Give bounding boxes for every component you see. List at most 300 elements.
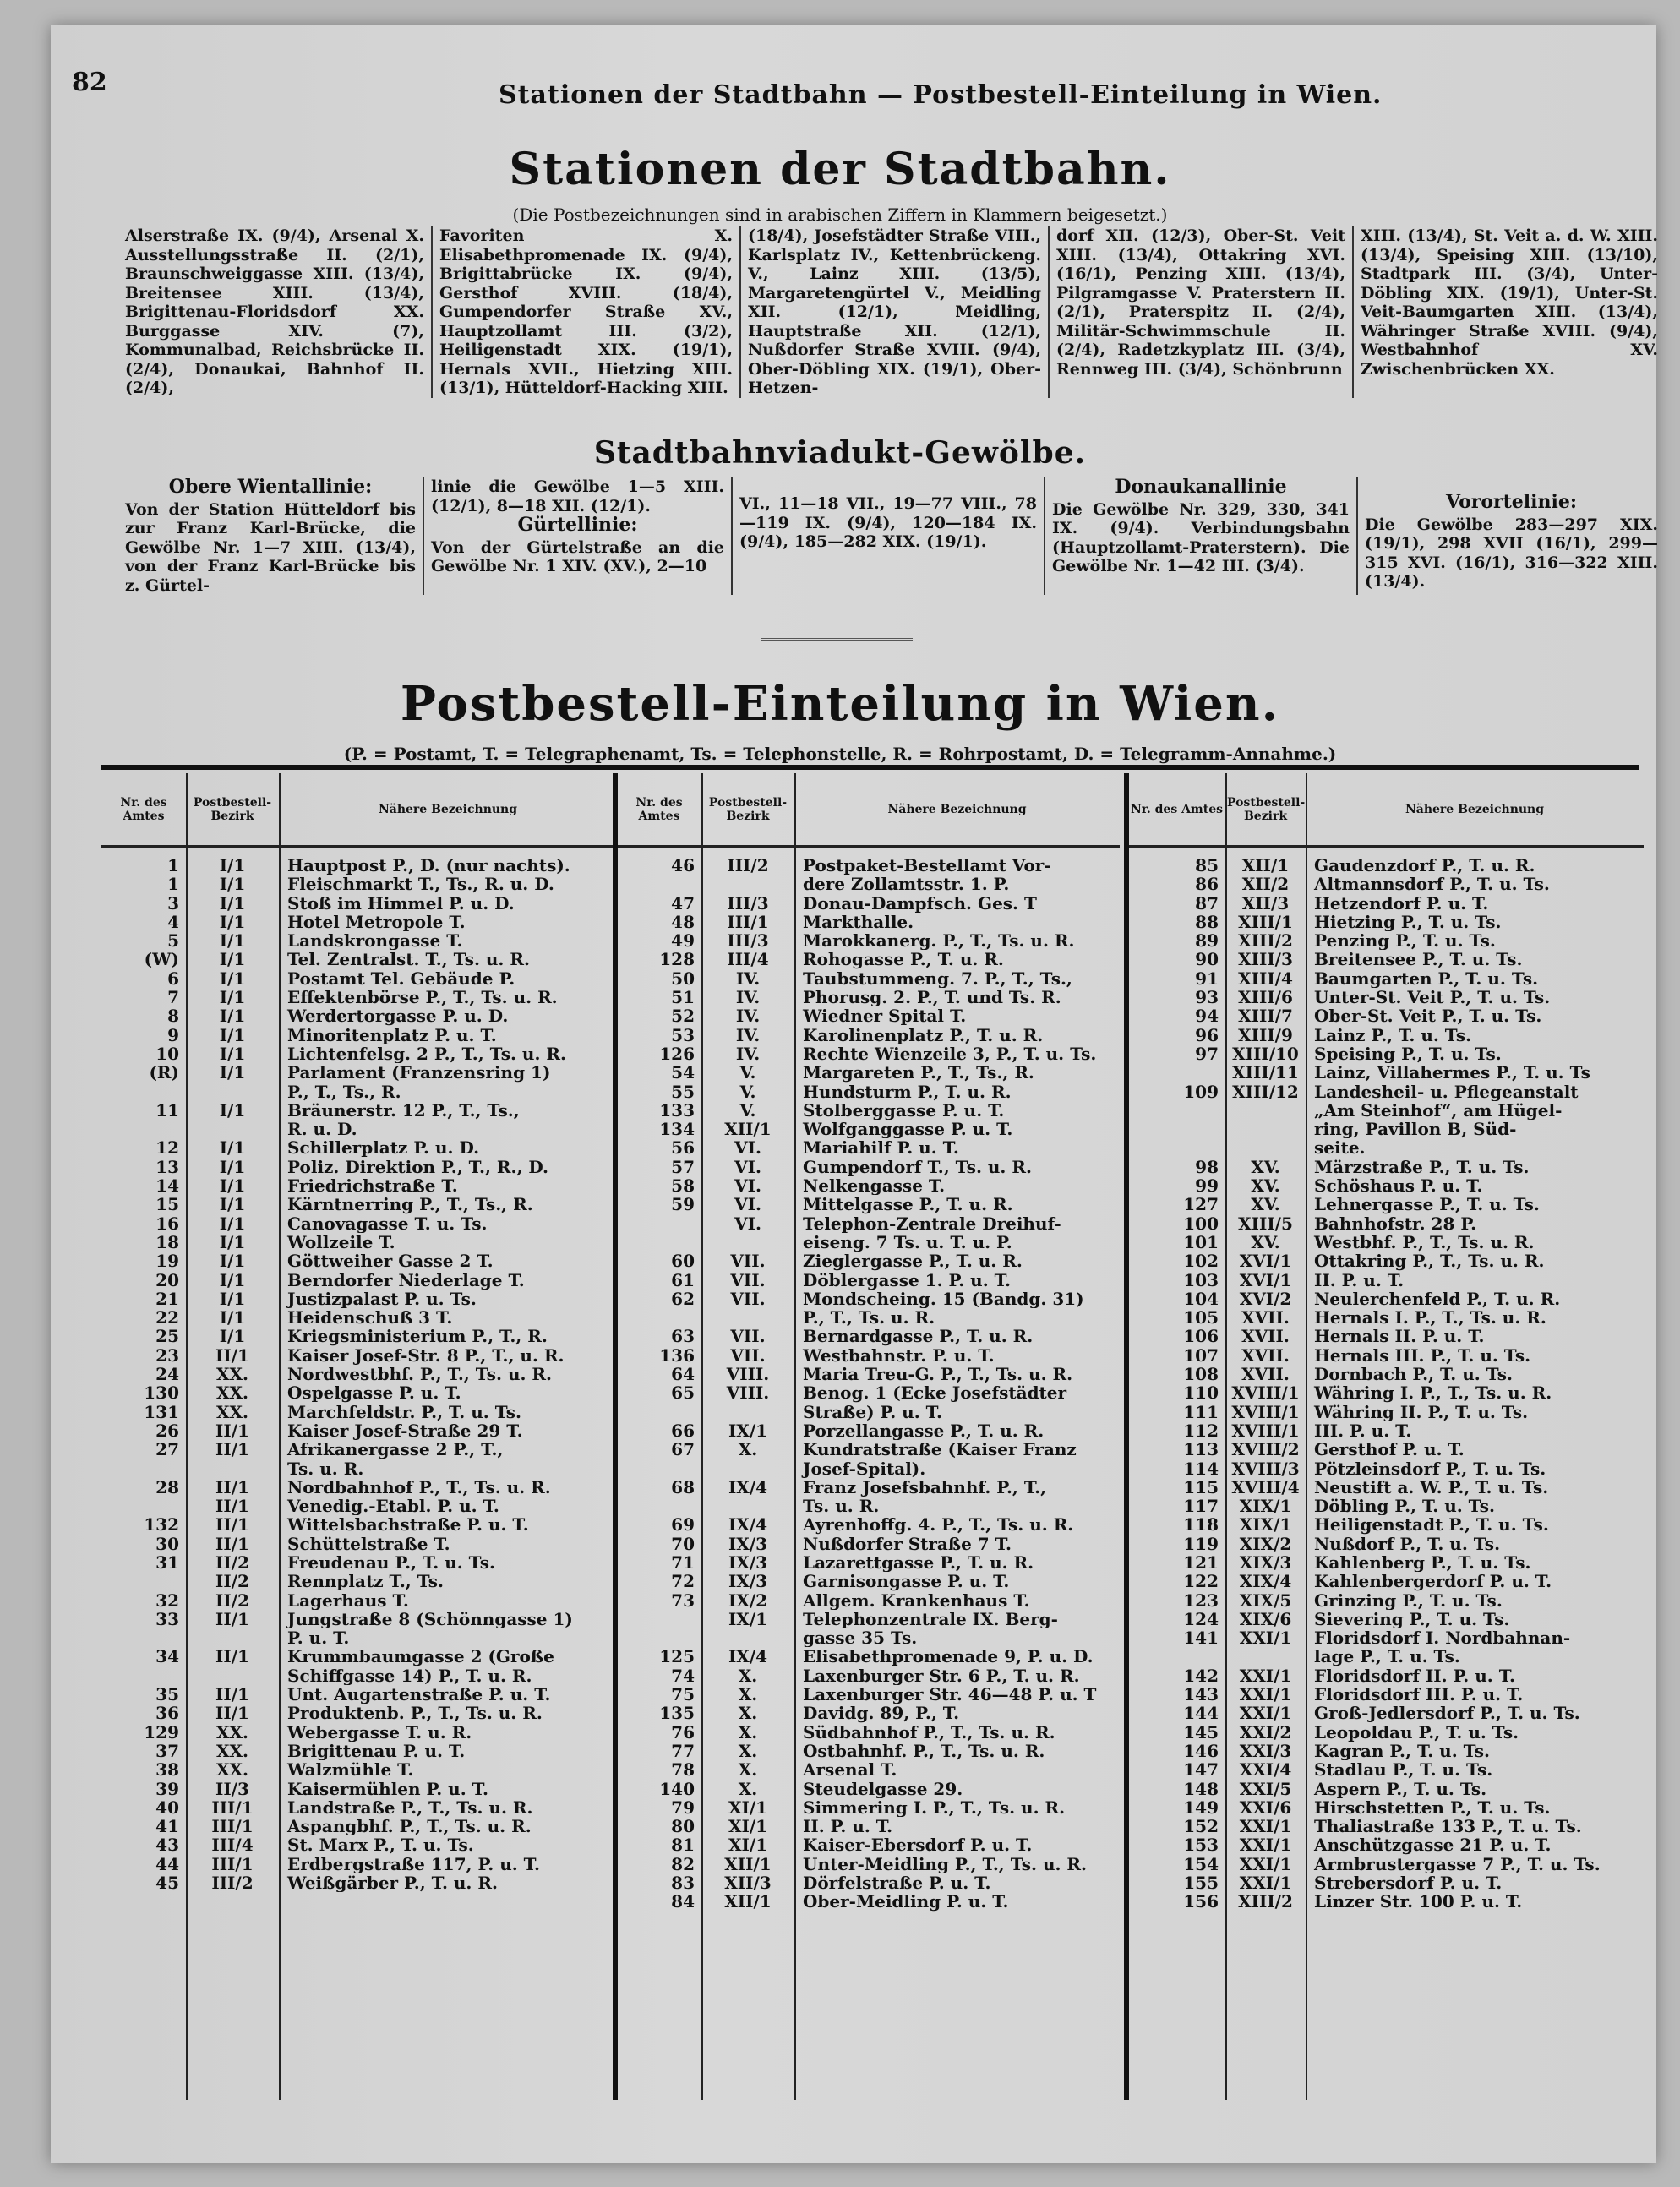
office-description: Hirschstetten P., T. u. Ts. — [1314, 1797, 1551, 1818]
office-description: P. u. T. — [287, 1628, 350, 1648]
table-row — [1128, 1855, 1644, 1873]
office-description: Westbahnstr. P. u. T. — [803, 1345, 995, 1366]
table-row — [617, 1647, 1120, 1666]
table-row — [617, 1855, 1120, 1873]
table-row — [101, 1083, 617, 1101]
office-description: Wollzeile T. — [287, 1232, 395, 1252]
table-row — [1128, 1290, 1644, 1308]
table-row — [1128, 1308, 1644, 1327]
bestell-bezirk: X. — [738, 1440, 758, 1459]
office-number: 100 — [1183, 1213, 1219, 1233]
header-nr-des-amtes: Nr. des Amtes — [635, 795, 683, 823]
table-row — [101, 1535, 617, 1553]
office-description: Lainz P., T. u. Ts. — [1314, 1025, 1472, 1044]
bestell-bezirk: XI/1 — [728, 1835, 768, 1855]
table-row — [1128, 1760, 1644, 1779]
office-number: 101 — [1183, 1232, 1219, 1252]
table-row — [1128, 950, 1644, 968]
office-description: Schüttelstraße T. — [287, 1534, 450, 1553]
office-number: 27 — [155, 1440, 179, 1459]
bestell-bezirk: XV. — [1251, 1157, 1280, 1177]
office-description: Tel. Zentralst. T., Ts. u. R. — [287, 950, 530, 969]
bestell-bezirk: X. — [738, 1722, 758, 1742]
office-description: Lazarettgasse P., T. u. R. — [803, 1552, 1034, 1573]
office-number: 18 — [155, 1232, 179, 1252]
bestell-bezirk: XV. — [1251, 1176, 1280, 1196]
office-number — [101, 1628, 186, 1647]
bestell-bezirk: IV. — [735, 1006, 761, 1026]
office-description: Schiffgasse 14) P., T. u. R. — [287, 1666, 532, 1686]
table-row — [617, 1346, 1120, 1365]
office-number: 47 — [671, 893, 695, 913]
table-row — [617, 1610, 1120, 1628]
office-description: Davidg. 89, P., T. — [803, 1704, 960, 1723]
office-description: Webergasse T. u. R. — [287, 1722, 472, 1742]
table-row — [1128, 856, 1644, 875]
office-description: Erdbergstraße 117, P. u. T. — [287, 1854, 540, 1874]
office-description: Aspangbhf. P., T., Ts. u. R. — [287, 1817, 532, 1836]
office-number: 1 — [167, 856, 179, 875]
office-description: Aspern P., T. u. Ts. — [1314, 1779, 1487, 1798]
office-number: 44 — [155, 1854, 179, 1874]
bestell-bezirk: IX/1 — [728, 1421, 768, 1441]
bestell-bezirk: V. — [739, 1063, 756, 1083]
office-description: Kriegsministerium P., T., R. — [287, 1327, 548, 1346]
office-number: 115 — [1183, 1477, 1219, 1497]
office-number: 38 — [155, 1760, 179, 1780]
bestell-bezirk: VIII. — [726, 1365, 770, 1384]
office-number: (W) — [144, 950, 179, 969]
office-number: 54 — [671, 1063, 695, 1083]
table-row — [617, 1252, 1120, 1270]
office-description: Canovagasse T. u. Ts. — [287, 1213, 488, 1233]
bestell-bezirk: XIII/2 — [1238, 931, 1293, 951]
table-row — [617, 1365, 1120, 1383]
bestell-bezirk: VI. — [734, 1213, 761, 1233]
header-bestell-bezirk: Postbestell-Bezirk — [1227, 795, 1306, 823]
table-section-3 — [1128, 773, 1644, 1912]
bestell-bezirk: II/2 — [215, 1572, 249, 1591]
table-row — [1128, 1083, 1644, 1101]
office-number: 28 — [155, 1477, 179, 1497]
table-row — [1128, 1233, 1644, 1252]
table-row — [617, 1440, 1120, 1459]
bestell-bezirk: VI. — [734, 1195, 761, 1214]
office-description: Lagerhaus T. — [287, 1590, 409, 1610]
bestell-bezirk: XII/3 — [1241, 893, 1290, 913]
office-number — [101, 1572, 186, 1590]
office-number: 126 — [659, 1044, 695, 1064]
bestell-bezirk: II/1 — [215, 1609, 249, 1629]
office-description: Ayrenhoffg. 4. P., T., Ts. u. R. — [803, 1515, 1074, 1535]
table-row — [101, 1403, 617, 1421]
bestell-bezirk: VI. — [734, 1157, 761, 1177]
column-rule — [186, 773, 188, 2100]
office-number: 142 — [1183, 1666, 1219, 1686]
office-number: 128 — [659, 950, 695, 969]
office-description: Lichtenfelsg. 2 P., T., Ts. u. R. — [287, 1044, 566, 1064]
bestell-bezirk: II/3 — [215, 1779, 249, 1798]
bestell-bezirk — [1225, 1120, 1306, 1138]
bestell-bezirk: I/1 — [219, 1195, 246, 1214]
bestell-bezirk — [186, 1628, 279, 1647]
office-description: St. Marx P., T. u. Ts. — [287, 1835, 474, 1855]
table-row — [617, 950, 1120, 968]
office-description: Nußdorf P., T. u. Ts. — [1314, 1534, 1501, 1553]
bestell-bezirk: XX. — [216, 1722, 248, 1742]
bestell-bezirk: XII/2 — [1241, 875, 1290, 894]
bestell-bezirk: X. — [738, 1685, 758, 1704]
bestell-bezirk: III/4 — [211, 1835, 254, 1855]
office-number: 6 — [167, 968, 179, 989]
bestell-bezirk: I/1 — [219, 1308, 246, 1328]
bestell-bezirk: I/1 — [219, 893, 246, 913]
bestell-bezirk: III/3 — [727, 931, 769, 951]
table-row — [1128, 1421, 1644, 1440]
table-row — [1128, 1742, 1644, 1760]
office-description: Landesheil- u. Pflegeanstalt — [1314, 1082, 1579, 1101]
office-description: Venedig.-Etabl. P. u. T. — [287, 1497, 499, 1516]
office-number — [101, 1459, 186, 1478]
office-description: Märzstraße P., T. u. Ts. — [1314, 1157, 1530, 1177]
bestell-bezirk: XIX/1 — [1239, 1497, 1292, 1516]
header-nr-des-amtes: Nr. des Amtes — [120, 795, 167, 823]
header-bestell-bezirk: Postbestell-Bezirk — [708, 795, 788, 823]
office-number: 153 — [1183, 1835, 1219, 1855]
office-description: Brigittenau P. u. T. — [287, 1741, 466, 1761]
office-number: 64 — [671, 1365, 695, 1384]
bestell-bezirk: IX/3 — [728, 1572, 768, 1591]
office-number: 135 — [659, 1704, 695, 1723]
bestell-bezirk: XIII/2 — [1238, 1892, 1293, 1912]
bestell-bezirk: XXI/1 — [1239, 1835, 1292, 1855]
bestell-bezirk: XXI/1 — [1239, 1685, 1292, 1704]
office-number: 102 — [1183, 1252, 1219, 1271]
table-row — [617, 1817, 1120, 1835]
office-description: Altmannsdorf P., T. u. Ts. — [1314, 875, 1550, 894]
bestell-bezirk: III/1 — [211, 1817, 254, 1836]
office-description: II. P. u. T. — [1314, 1270, 1405, 1290]
office-description: Afrikanergasse 2 P., T., — [287, 1440, 504, 1459]
office-number: 25 — [155, 1327, 179, 1346]
office-description: Markthalle. — [803, 912, 914, 932]
office-number: 103 — [1183, 1270, 1219, 1290]
bestell-bezirk: I/1 — [219, 988, 246, 1007]
office-description: Nordwestbhf. P., T., Ts. u. R. — [287, 1365, 553, 1384]
stations-column-2: Favoriten X. Elisabethpromenade IX. (9/4), Brigittabrücke IX. (9/4), Gersthof XVIII. (18/4), Gumpendorfer Straße XV., Hauptzollamt III. (3/2), Heiligenstadt XIX. (19/1), Hernals XVII., Hietzing XIII. (13/1), Hütteldorf-Hacking XIII. — [431, 226, 739, 398]
office-description: Rechte Wienzeile 3, P., T. u. Ts. — [803, 1044, 1097, 1064]
bestell-bezirk: II/1 — [215, 1497, 249, 1516]
office-number: 9 — [167, 1025, 179, 1044]
office-number: 23 — [155, 1345, 179, 1366]
office-number: 152 — [1183, 1817, 1219, 1836]
office-description: Minoritenplatz P. u. T. — [287, 1025, 497, 1044]
office-description: Hauptpost P., D. (nur nachts). — [287, 856, 570, 875]
office-number: 156 — [1183, 1892, 1219, 1912]
table-row — [101, 1044, 617, 1063]
office-number — [617, 1403, 701, 1421]
bestell-bezirk: IX/1 — [728, 1609, 768, 1629]
office-number: 76 — [671, 1722, 695, 1742]
table-row — [101, 1120, 617, 1138]
table-row — [617, 875, 1120, 893]
table-row — [1128, 1346, 1644, 1365]
table-row — [1128, 1798, 1644, 1817]
office-number: 122 — [1183, 1572, 1219, 1591]
table-row — [101, 1063, 617, 1082]
bestell-bezirk: X. — [738, 1741, 758, 1761]
stations-column-1: Alserstraße IX. (9/4), Arsenal X. Ausstellungsstraße II. (2/1), Braunschweiggasse XIII. (13/4), Breitensee XIII. (13/4), Brigittenau-Floridsdorf XX. Burggasse XIV. (7), Kommunalbad, Reichsbrücke II. (2/4), Donaukai, Bahnhof II. (2/4), — [125, 226, 424, 397]
table-row — [617, 1515, 1120, 1534]
office-description: Floridsdorf III. P. u. T. — [1314, 1685, 1524, 1704]
bestell-bezirk: II/1 — [215, 1515, 249, 1535]
office-description: Benog. 1 (Ecke Josefstädter — [803, 1383, 1067, 1403]
bestell-bezirk: III/4 — [727, 950, 769, 969]
office-description: Donau-Dampfsch. Ges. T — [803, 893, 1037, 913]
viadukt-column-3: VI., 11—18 VII., 19—77 VIII., 78—119 IX. (9/4), 120—184 IX. (9/4), 185—282 XIX. (19/1). — [731, 477, 1044, 595]
table-row — [617, 1553, 1120, 1572]
table-row — [1128, 1327, 1644, 1345]
office-description: Armbrustergasse 7 P., T. u. Ts. — [1314, 1854, 1601, 1874]
table-row — [101, 1346, 617, 1365]
office-number: 5 — [167, 931, 179, 951]
office-description: Neustift a. W. P., T. u. Ts. — [1314, 1477, 1549, 1497]
bestell-bezirk: XX. — [216, 1760, 248, 1780]
table-row — [1128, 1138, 1644, 1157]
table-row — [617, 1006, 1120, 1025]
table-row — [617, 1383, 1120, 1402]
table-row — [617, 1308, 1120, 1327]
table-row — [101, 1760, 617, 1779]
office-number: 63 — [671, 1327, 695, 1346]
office-description: Marokkanerg. P., T., Ts. u. R. — [803, 931, 1075, 951]
table-row — [617, 1780, 1120, 1798]
bestell-bezirk: II/1 — [215, 1345, 249, 1366]
office-number — [1128, 1101, 1225, 1120]
bestell-bezirk: XV. — [1251, 1232, 1280, 1252]
table-row — [617, 1666, 1120, 1685]
bestell-bezirk: XIII/5 — [1238, 1213, 1293, 1233]
office-number: 35 — [155, 1685, 179, 1704]
table-row — [1128, 1535, 1644, 1553]
viadukt-column-5: Vorortelinie: Die Gewölbe 283—297 XIX. (19/1), 298 XVII (16/1), 299—315 XVI. (16/1), 316—322 XIII. (13/4). — [1356, 477, 1665, 595]
office-description: Josef-Spital). — [803, 1459, 926, 1478]
office-number: 147 — [1183, 1760, 1219, 1780]
running-head: Stationen der Stadtbahn — Postbestell-Einteilung in Wien. — [499, 80, 1383, 110]
table-row — [617, 1101, 1120, 1120]
table-row — [617, 1892, 1120, 1911]
bestell-bezirk: III/1 — [727, 912, 769, 932]
office-description: P., T., Ts., R. — [287, 1082, 401, 1101]
office-description: Linzer Str. 100 P. u. T. — [1314, 1892, 1523, 1912]
office-number: 111 — [1183, 1402, 1219, 1421]
office-number: 81 — [671, 1835, 695, 1855]
bestell-bezirk: X. — [738, 1666, 758, 1686]
office-number: 14 — [155, 1176, 179, 1196]
table-row — [101, 1252, 617, 1270]
office-number: 66 — [671, 1421, 695, 1441]
office-number: 37 — [155, 1741, 179, 1761]
office-number: 40 — [155, 1797, 179, 1818]
bestell-bezirk: I/1 — [219, 1252, 246, 1271]
office-number: 90 — [1195, 950, 1219, 969]
office-description: Jungstraße 8 (Schönngasse 1) — [287, 1609, 573, 1629]
office-description: Anschützgasse 21 P. u. T. — [1314, 1835, 1552, 1855]
office-description: Heiligenstadt P., T. u. Ts. — [1314, 1515, 1549, 1535]
office-number: 93 — [1195, 988, 1219, 1007]
table-row — [101, 1233, 617, 1252]
office-description: ring, Pavillon B, Süd- — [1314, 1120, 1517, 1139]
office-description: Franz Josefsbahnhf. P., T., — [803, 1477, 1047, 1497]
bestell-bezirk: IX/3 — [728, 1552, 768, 1573]
office-description: Schöshaus P. u. T. — [1314, 1176, 1483, 1196]
office-number: 149 — [1183, 1797, 1219, 1818]
office-number: 26 — [155, 1421, 179, 1441]
office-description: Fleischmarkt T., Ts., R. u. D. — [287, 875, 554, 894]
table-row — [617, 1478, 1120, 1497]
bestell-bezirk: XXI/3 — [1239, 1741, 1292, 1761]
post-legend: (P. = Postamt, T. = Telegraphenamt, Ts. = Telephonstelle, R. = Rohrpostamt, D. = Telegramm-Annahme.) — [343, 744, 1337, 764]
table-row — [101, 1383, 617, 1402]
office-description: „Am Steinhof“, am Hügel- — [1314, 1100, 1563, 1121]
office-description: Effektenbörse P., T., Ts. u. R. — [287, 988, 558, 1007]
viadukt-heading-guertellinie: Gürtellinie: — [517, 514, 638, 536]
table-row — [101, 931, 617, 950]
table-row — [101, 1497, 617, 1515]
table-row — [617, 1628, 1120, 1647]
table-row — [1128, 1780, 1644, 1798]
table-row — [1128, 875, 1644, 893]
column-rule — [613, 773, 618, 2100]
column-rule — [701, 773, 703, 2100]
viadukt-column-1: Obere Wientallinie: Von der Station Hütteldorf bis zur Franz Karl-Brücke, die Gewölbe Nr. 1—7 XIII. (13/4), von der Franz Karl-Brücke bis z. Gürtel- — [125, 476, 416, 595]
office-number — [617, 1459, 701, 1478]
office-description: Telephonzentrale IX. Berg- — [803, 1609, 1058, 1629]
column-rule — [1225, 773, 1227, 2100]
table-row — [101, 969, 617, 988]
office-number: 133 — [659, 1100, 695, 1121]
bestell-bezirk — [701, 1403, 794, 1421]
bestell-bezirk — [701, 1459, 794, 1478]
office-number: 77 — [671, 1741, 695, 1761]
viadukt-heading-donaukanallinie: Donaukanallinie — [1115, 476, 1287, 498]
office-description: Penzing P., T. u. Ts. — [1314, 931, 1496, 951]
office-description: Döbling P., T. u. Ts. — [1314, 1497, 1495, 1516]
office-number: 89 — [1195, 931, 1219, 951]
bestell-bezirk: XI/1 — [728, 1797, 768, 1818]
bestell-bezirk: XXI/6 — [1239, 1797, 1292, 1818]
office-number: 24 — [155, 1365, 179, 1384]
bestell-bezirk: I/1 — [219, 912, 246, 932]
bestell-bezirk: I/1 — [219, 1270, 246, 1290]
bestell-bezirk — [186, 1459, 279, 1478]
table-row — [101, 913, 617, 931]
bestell-bezirk — [186, 1666, 279, 1685]
table-header — [617, 773, 1120, 848]
table-row — [101, 1855, 617, 1873]
bestell-bezirk: III/2 — [727, 856, 769, 875]
office-number: 109 — [1183, 1082, 1219, 1101]
table-row — [101, 1478, 617, 1497]
table-row — [101, 1290, 617, 1308]
bestell-bezirk: VII. — [730, 1345, 766, 1366]
bestell-bezirk: II/1 — [215, 1477, 249, 1497]
office-description: Laxenburger Str. 46—48 P. u. T — [803, 1685, 1097, 1704]
table-row — [101, 1101, 617, 1120]
table-row — [617, 1026, 1120, 1044]
table-row — [617, 1138, 1120, 1157]
office-number — [101, 1083, 186, 1101]
office-description: Hernals II. P. u. T. — [1314, 1327, 1485, 1346]
bestell-bezirk: XXI/1 — [1239, 1704, 1292, 1723]
bestell-bezirk: II/2 — [215, 1552, 249, 1573]
office-number: 136 — [659, 1345, 695, 1366]
bestell-bezirk: I/1 — [219, 968, 246, 989]
table-row — [617, 1271, 1120, 1290]
table-row — [617, 1063, 1120, 1082]
office-description: Postamt Tel. Gebäude P. — [287, 968, 515, 989]
bestell-bezirk — [186, 1083, 279, 1101]
office-description: Telephon-Zentrale Dreihuf- — [803, 1213, 1061, 1233]
table-row — [101, 1138, 617, 1157]
table-row — [617, 1195, 1120, 1213]
bestell-bezirk: XVIII/4 — [1231, 1477, 1300, 1497]
table-row — [617, 1233, 1120, 1252]
bestell-bezirk: I/1 — [219, 1006, 246, 1026]
bestell-bezirk: VII. — [730, 1252, 766, 1271]
office-description: Rennplatz T., Ts. — [287, 1572, 444, 1591]
office-description: P., T., Ts. u. R. — [803, 1308, 935, 1328]
office-description: Simmering I. P., T., Ts. u. R. — [803, 1797, 1066, 1818]
table-row — [617, 1742, 1120, 1760]
office-description: Postpaket-Bestellamt Vor- — [803, 856, 1051, 875]
office-number — [617, 1610, 701, 1628]
table-row — [1128, 1892, 1644, 1911]
stations-column-5: XIII. (13/4), St. Veit a. d. W. XIII. (13/4), Speising XIII. (13/10), Stadtpark III. (3/4), Unter-Döbling XIX. (19/1), Unter-St. Veit-Baumgarten XIII. (13/4), Währinger Straße XVIII. (9/4), Westbahnhof XV. Zwischenbrücken XX. — [1352, 226, 1665, 398]
office-number: 124 — [1183, 1609, 1219, 1629]
bestell-bezirk: XII/1 — [1241, 856, 1290, 875]
post-title: Postbestell-Einteilung in Wien. — [400, 676, 1280, 732]
office-number: 52 — [671, 1006, 695, 1026]
bestell-bezirk: I/1 — [219, 856, 246, 875]
table-row — [1128, 1704, 1644, 1722]
office-description: Bräunerstr. 12 P., T., Ts., — [287, 1100, 520, 1121]
office-description: Pötzleinsdorf P., T. u. Ts. — [1314, 1459, 1546, 1478]
office-number: 51 — [671, 988, 695, 1007]
office-number: 65 — [671, 1383, 695, 1403]
bestell-bezirk: XX. — [216, 1741, 248, 1761]
bestell-bezirk: I/1 — [219, 931, 246, 951]
bestell-bezirk: VII. — [730, 1327, 766, 1346]
table-row — [1128, 1628, 1644, 1647]
table-row — [101, 1158, 617, 1176]
office-number: 98 — [1195, 1157, 1219, 1177]
table-row — [101, 1271, 617, 1290]
office-description: Währing I. P., T., Ts. u. R. — [1314, 1383, 1552, 1403]
office-number: 96 — [1195, 1025, 1219, 1044]
table-row — [1128, 931, 1644, 950]
viadukt-columns — [118, 477, 1665, 595]
bestell-bezirk: X. — [738, 1760, 758, 1780]
office-description: Speising P., T. u. Ts. — [1314, 1044, 1502, 1064]
office-description: Werdertorgasse P. u. D. — [287, 1006, 509, 1026]
bestell-bezirk: I/1 — [219, 1063, 246, 1083]
office-number: 33 — [155, 1609, 179, 1629]
office-description: Wiedner Spital T. — [803, 1006, 967, 1026]
bestell-bezirk: VI. — [734, 1176, 761, 1196]
table-row — [1128, 1647, 1644, 1666]
office-number: 32 — [155, 1590, 179, 1610]
